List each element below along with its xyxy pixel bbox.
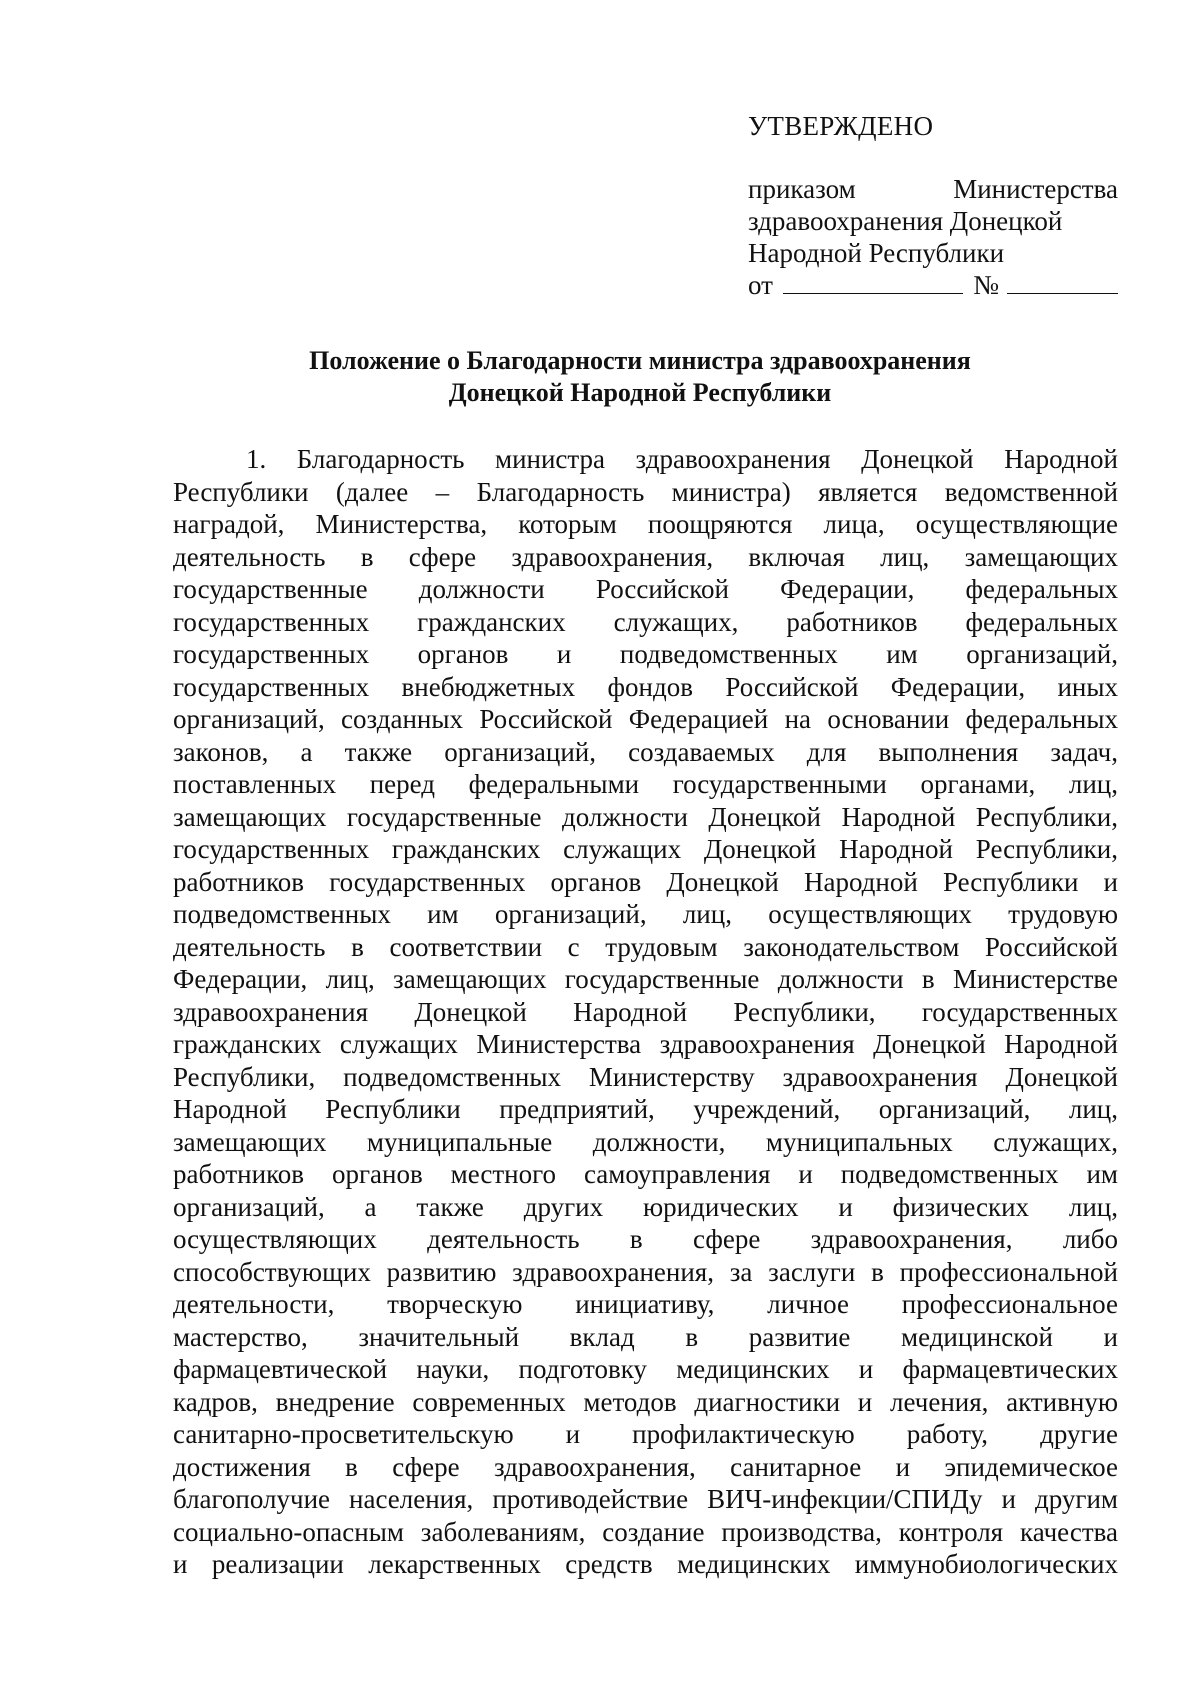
body-line: деятельность в соответствии с трудовым законодательством Российской: [173, 931, 1118, 962]
approved-stamp-text: УТВЕРЖДЕНО: [748, 111, 934, 141]
body-line: деятельность в сфере здравоохранения, включая лиц, замещающих: [173, 541, 1118, 572]
body-line: замещающих государственные должности Донецкой Народной Республики,: [173, 801, 1118, 832]
body-line: социально-опасным заболеваниям, создание производства, контроля качества: [173, 1516, 1118, 1547]
body-paragraph: [173, 443, 1118, 1581]
body-line: благополучие населения, противодействие ВИЧ-инфекции/СПИДу и другим: [173, 1484, 1118, 1514]
body-line: государственных внебюджетных фондов Российской Федерации, иных: [173, 671, 1118, 702]
number-blank-field: [1007, 271, 1118, 294]
body-line: Федерации, лиц, замещающих государственные должности в Министерстве: [173, 964, 1118, 994]
body-line: работников государственных органов Донецкой Народной Республики и: [173, 866, 1118, 897]
body-line: государственные должности Российской Федерации, федеральных: [173, 574, 1118, 604]
body-line: организаций, созданных Российской Федерацией на основании федеральных: [173, 704, 1118, 734]
body-line: гражданских служащих Министерства здравоохранения Донецкой Народной: [173, 1029, 1118, 1059]
date-blank-field: [783, 271, 963, 294]
body-line: достижения в сфере здравоохранения, санитарное и эпидемическое: [173, 1451, 1118, 1482]
body-line: способствующих развитию здравоохранения, за заслуги в профессиональной: [173, 1256, 1118, 1287]
body-line: наградой, Министерства, которым поощряются лица, осуществляющие: [173, 509, 1118, 539]
approval-date-line: [748, 269, 1118, 301]
body-line: организаций, а также других юридических и физических лиц,: [173, 1191, 1118, 1222]
document-title-line-1: Положение о Благодарности министра здравоохранения: [309, 346, 971, 375]
body-line: подведомственных им организаций, лиц, осуществляющих трудовую: [173, 899, 1118, 929]
body-line: государственных гражданских служащих, работников федеральных: [173, 606, 1118, 637]
approval-order-word: приказом: [748, 174, 856, 204]
approval-order-line: [748, 173, 1118, 205]
document-title: [160, 345, 1120, 409]
body-line: 1. Благодарность министра здравоохранения Донецкой Народной: [246, 444, 1118, 474]
date-prefix: от: [748, 270, 773, 300]
body-line: здравоохранения Донецкой Народной Республики, государственных: [173, 996, 1118, 1027]
approval-line-3: Народной Республики: [748, 238, 1005, 268]
body-line: Народной Республики предприятий, учреждений, организаций, лиц,: [173, 1094, 1118, 1124]
body-line: поставленных перед федеральными государственными органами, лиц,: [173, 769, 1118, 799]
body-line: государственных органов и подведомственных им организаций,: [173, 639, 1118, 669]
body-line: осуществляющих деятельность в сфере здравоохранения, либо: [173, 1224, 1118, 1254]
body-line: деятельности, творческую инициативу, личное профессиональное: [173, 1289, 1118, 1319]
approval-line-2: здравоохранения Донецкой: [748, 206, 1063, 236]
body-line: Республики (далее – Благодарность министра) является ведомственной: [173, 476, 1118, 507]
body-line: санитарно-просветительскую и профилактическую работу, другие: [173, 1419, 1118, 1449]
approval-ministry-word: Министерства: [953, 174, 1118, 204]
body-line: работников органов местного самоуправления и подведомственных им: [173, 1159, 1118, 1189]
body-line: и реализации лекарственных средств медицинских иммунобиологических: [173, 1549, 1118, 1579]
document-title-line-2: Донецкой Народной Республики: [448, 378, 832, 407]
body-line: кадров, внедрение современных методов диагностики и лечения, активную: [173, 1386, 1118, 1417]
body-line: законов, а также организаций, создаваемых для выполнения задач,: [173, 736, 1118, 767]
approval-block: [748, 110, 1118, 301]
body-line: мастерство, значительный вклад в развитие медицинской и: [173, 1321, 1118, 1352]
body-line: замещающих муниципальные должности, муниципальных служащих,: [173, 1126, 1118, 1157]
number-sign: №: [973, 270, 1000, 300]
body-line: фармацевтической науки, подготовку медицинских и фармацевтических: [173, 1354, 1118, 1384]
body-line: государственных гражданских служащих Донецкой Народной Республики,: [173, 834, 1118, 864]
body-line: Республики, подведомственных Министерству здравоохранения Донецкой: [173, 1061, 1118, 1092]
